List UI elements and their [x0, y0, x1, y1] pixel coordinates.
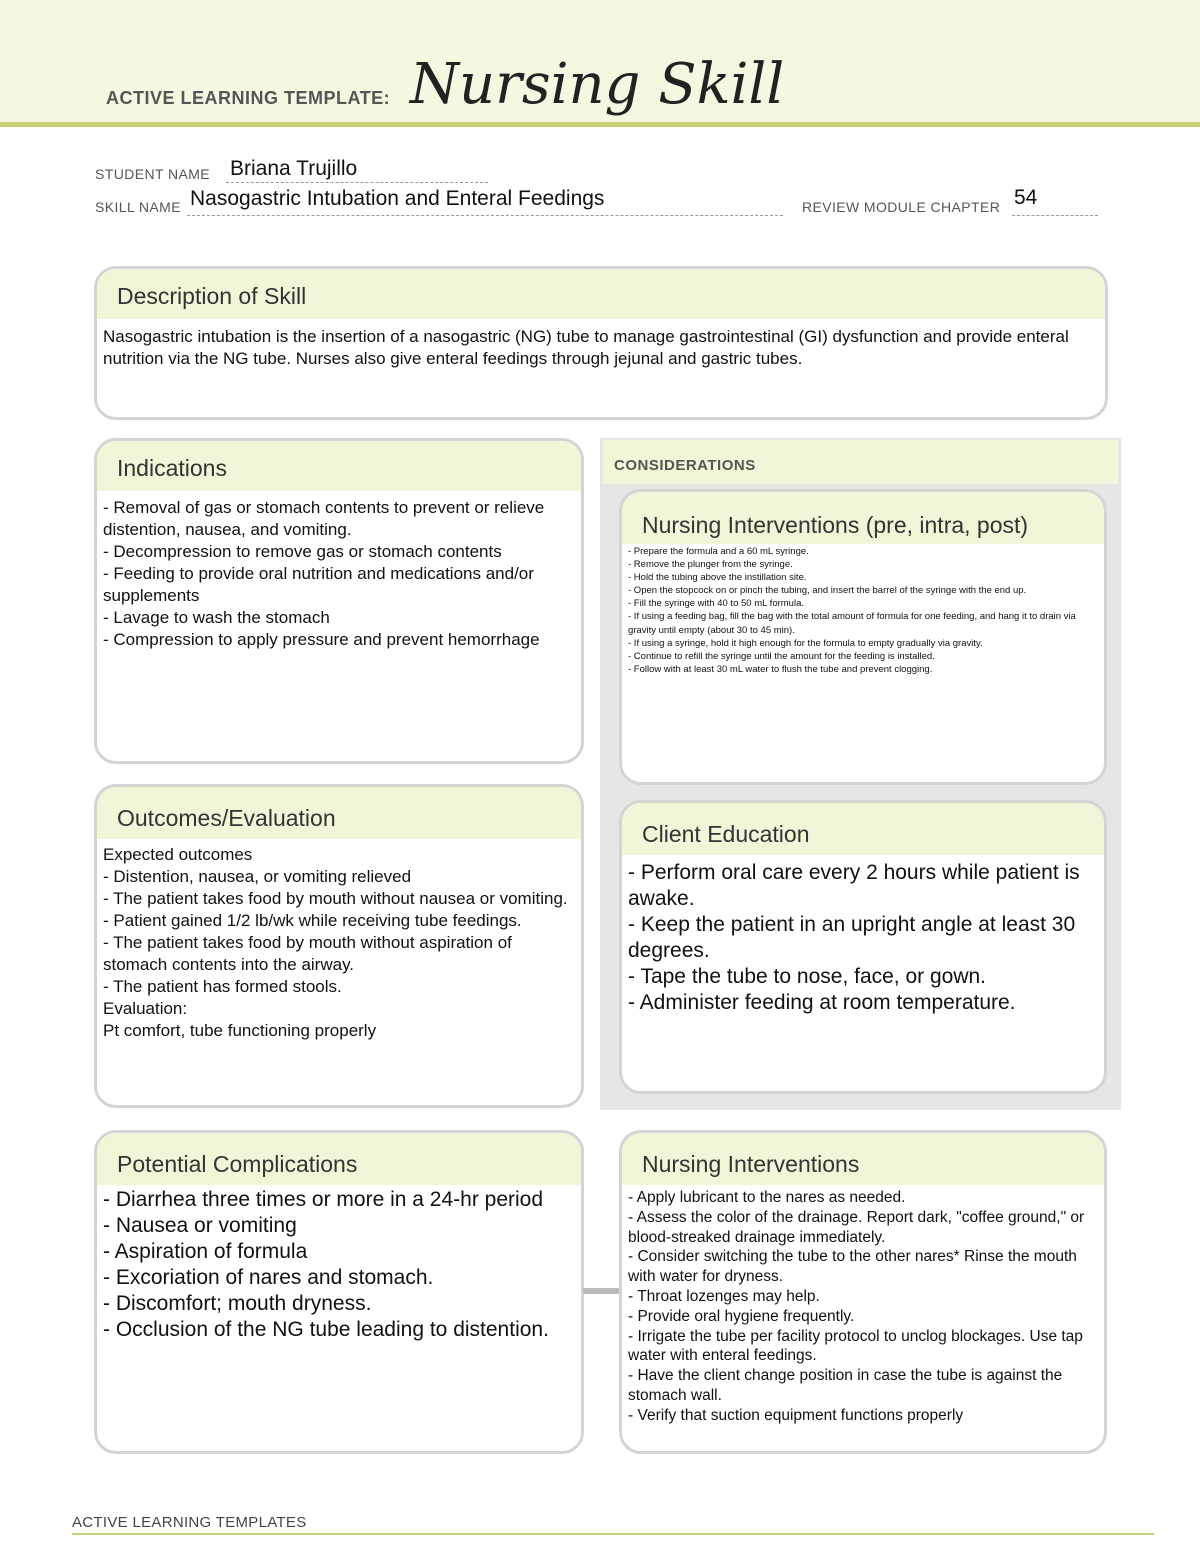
outcomes-text: Expected outcomes - Distention, nausea, or vomiting relieved - The patient takes food by mouth without nausea or vomiting. - Patient gained 1/2 lb/wk while receiving tube feedings. - The patient takes food by mouth without aspiration of stomach contents into the airway. - The patient has formed stools. Evaluation: Pt comfort, tube functioning properly [103, 845, 568, 1040]
description-section [94, 266, 1108, 420]
description-title: Description of Skill [97, 269, 1105, 319]
nursing-interventions-text: - Apply lubricant to the nares as needed. - Assess the color of the drainage. Report dark, "coffee ground," or blood-streaked drainage immediately. - Consider switching the tube to the other nares* Rinse the mouth with water for dryness. - Throat lozenges may help. - Provide oral hygiene frequently. - Irrigate the tube per facility protocol to unclog blockages. Use tap water with enteral feedings. - Have the client change position in case the tube is against the stomach wall. - Verify that suction equipment functions properly [628, 1189, 1085, 1424]
indications-title: Indications [97, 441, 581, 491]
client-education-text: - Perform oral care every 2 hours while patient is awake. - Keep the patient in an upright angle at least 30 degrees. - Tape the tube to nose, face, or gown. - Administer feeding at room temperature. [628, 861, 1080, 1014]
complications-text: - Diarrhea three times or more in a 24-hr period - Nausea or vomiting - Aspiration of formula - Excoriation of nares and stomach. - Discomfort; mouth dryness. - Occlusion of the NG tube leading to distention. [103, 1188, 549, 1341]
outcomes-section [94, 784, 584, 1108]
description-text: Nasogastric intubation is the insertion of a nasogastric (NG) tube to manage gastrointestinal (GI) dysfunction and provide enteral nutrition via the NG tube. Nurses also give enteral feedings through jejunal and gastric tubes. [103, 327, 1069, 368]
complications-section [94, 1130, 584, 1454]
footer-label: ACTIVE LEARNING TEMPLATES [72, 1514, 307, 1531]
student-name-field[interactable]: Briana Trujillo [230, 157, 358, 180]
nursing-interventions-pip-section [619, 489, 1107, 785]
indications-text: - Removal of gas or stomach contents to prevent or relieve distention, nausea, and vomiting. - Decompression to remove gas or stomach contents - Feeding to provide oral nutrition and medications and/or supplements - Lavage to wash the stomach - Compression to apply pressure and prevent hemorrhage [103, 498, 545, 649]
template-label: ACTIVE LEARNING TEMPLATE: [106, 88, 391, 108]
review-module-field[interactable]: 54 [1014, 186, 1038, 209]
outcomes-title: Outcomes/Evaluation [97, 787, 581, 839]
section-connector [583, 1288, 621, 1294]
footer-divider [72, 1533, 1154, 1535]
review-module-line [1012, 215, 1098, 216]
header-divider [0, 122, 1200, 127]
review-module-label: REVIEW MODULE CHAPTER [802, 199, 1001, 215]
template-title: Nursing Skill [410, 52, 785, 117]
student-name-line [226, 182, 488, 183]
complications-title: Potential Complications [97, 1133, 581, 1185]
skill-name-line [187, 215, 783, 216]
skill-name-field[interactable]: Nasogastric Intubation and Enteral Feedings [190, 187, 605, 210]
indications-section [94, 438, 584, 764]
client-education-title: Client Education [622, 803, 1104, 855]
client-education-section [619, 800, 1107, 1094]
nursing-interventions-section [619, 1130, 1107, 1454]
considerations-label: CONSIDERATIONS [614, 457, 756, 474]
skill-name-label: SKILL NAME [95, 199, 181, 215]
nursing-interventions-pip-title: Nursing Interventions (pre, intra, post) [622, 492, 1104, 544]
student-name-label: STUDENT NAME [95, 166, 210, 182]
nursing-interventions-pip-text: - Prepare the formula and a 60 mL syringe. - Remove the plunger from the syringe. - Hold the tubing above the instillation site. - Open the stopcock on or pinch the tubing, and insert the barrel of the syringe with the end up. - Fill the syringe with 40 to 50 mL formula. - If using a feeding bag, fill the bag with the total amount of formula for one feeding, and hang it to drain via gravity until empty (about 30 to 45 min). - If using a syringe, hold it high enough for the formula to empty gradually via gravity. - Continue to refill the syringe until the amount for the feeding is installed. - Follow with at least 30 mL water to flush the tube and prevent clogging. [628, 546, 1076, 675]
nursing-interventions-title: Nursing Interventions [622, 1133, 1104, 1185]
